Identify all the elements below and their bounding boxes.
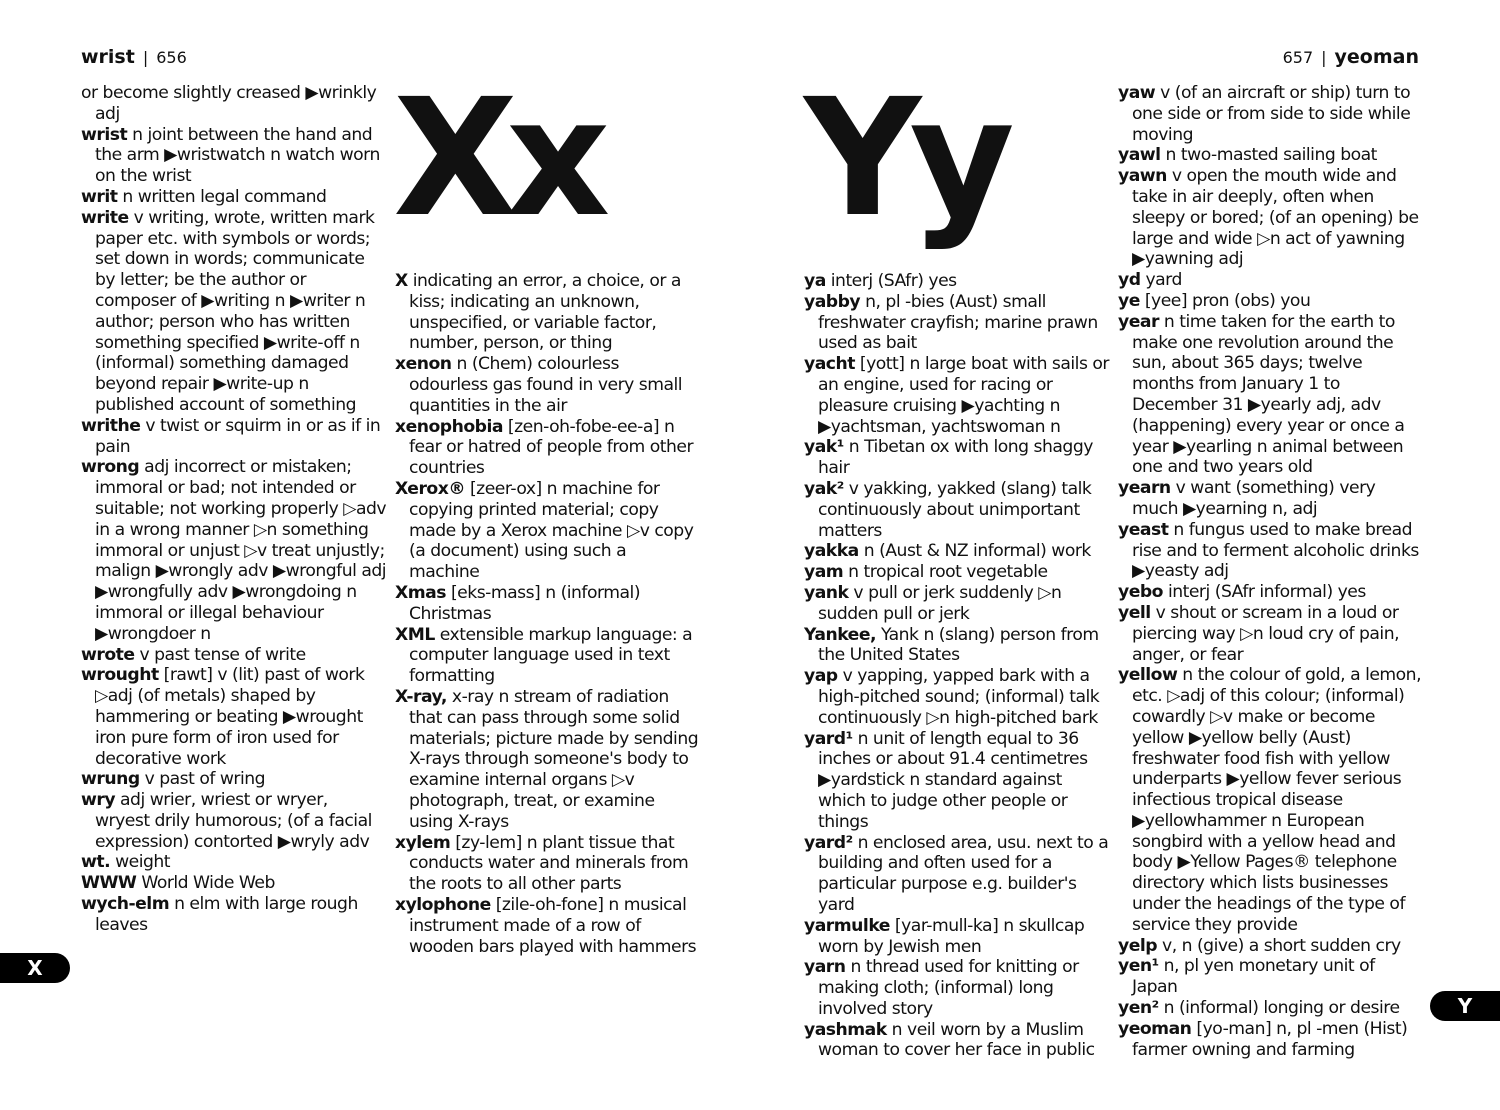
dictionary-entry: yard² n enclosed area, usu. next to a building and often used for a particular purpose e.g. builder's yard bbox=[804, 832, 1109, 915]
dictionary-entry: wrought [rawt] v (lit) past of work ▷adj (of metals) shaped by hammering or beating ▶wrought iron pure form of iron used for decorative work bbox=[81, 665, 365, 769]
dictionary-entry: yaw v (of an aircraft or ship) turn to one side or from side to side while moving bbox=[1118, 83, 1411, 145]
dictionary-entry: yebo interj (SAfr informal) yes bbox=[1118, 582, 1366, 603]
dictionary-entry: writ n written legal command bbox=[81, 186, 327, 207]
dictionary-entry: xenophobia [zen-oh-fobe-ee-a] n fear or hatred of people from other countries bbox=[395, 416, 694, 479]
dictionary-entry: yakka n (Aust & NZ informal) work bbox=[804, 541, 1091, 562]
column-1 bbox=[81, 83, 387, 936]
dictionary-entry: XML extensible markup language: a computer language used in text formatting bbox=[395, 624, 693, 687]
dictionary-entry: yak¹ n Tibetan ox with long shaggy hair bbox=[804, 437, 1093, 479]
dictionary-entry: yelp v, n (give) a short sudden cry bbox=[1118, 935, 1401, 956]
dictionary-entry: yarn n thread used for knitting or making cloth; (informal) long involved story bbox=[804, 957, 1079, 1019]
dictionary-entry: wrung v past of wring bbox=[81, 769, 266, 790]
dictionary-entry: wych-elm n elm with large rough leaves bbox=[81, 894, 358, 935]
dictionary-entry: yam n tropical root vegetable bbox=[804, 562, 1048, 583]
section-letter-x: Xx bbox=[393, 65, 599, 253]
dictionary-entry: xylem [zy-lem] n plant tissue that conducts water and minerals from the roots to all other parts bbox=[395, 832, 689, 895]
dictionary-entry: wt. weight bbox=[81, 852, 171, 873]
dictionary-entry: yawl n two-masted sailing boat bbox=[1118, 145, 1377, 166]
dictionary-entry: X indicating an error, a choice, or a kiss; indicating an unknown, unspecified, or variable factor, number, person, or thing bbox=[395, 271, 681, 354]
dictionary-entry: yeoman [yo-man] n, pl -men (Hist) farmer owning and farming bbox=[1118, 1018, 1408, 1060]
dictionary-entry: X-ray, x-ray n stream of radiation that can pass through some solid materials; picture made by sending X-rays through someone's body to examine internal organs ▷v photograph, treat, or examine using X-rays bbox=[395, 686, 699, 832]
dictionary-entry: wrote v past tense of write bbox=[81, 644, 306, 665]
dictionary-entry: yen² n (informal) longing or desire bbox=[1118, 998, 1400, 1019]
dictionary-entry: write v writing, wrote, written mark paper etc. with symbols or words; set down in words; communicate by letter; be the author or composer of ▶writing n ▶writer n author; person who has written something specified ▶write-off n (informal) something damaged beyond repair ▶write-up n published account of something bbox=[81, 207, 375, 415]
dictionary-entry: Yankee, Yank n (slang) person from the United States bbox=[804, 624, 1099, 666]
right-running-headword: yeoman bbox=[1334, 46, 1419, 68]
column-3 bbox=[804, 271, 1110, 1061]
column-2 bbox=[395, 271, 701, 957]
dictionary-entry: yell v shout or scream in a loud or piercing way ▷n loud cry of pain, anger, or fear bbox=[1118, 602, 1400, 665]
dictionary-entry: xenon n (Chem) colourless odourless gas found in very small quantities in the air bbox=[395, 354, 683, 416]
dictionary-entry: wry adj wrier, wriest or wryer, wryest drily humorous; (of a facial expression) contorted ▶wryly adv bbox=[81, 790, 372, 852]
dictionary-entry: yeast n fungus used to make bread rise and to ferment alcoholic drinks ▶yeasty adj bbox=[1118, 519, 1419, 582]
dictionary-entry: yd yard bbox=[1118, 270, 1182, 291]
thumb-tab-x: X bbox=[0, 953, 70, 983]
thumb-tab-y: Y bbox=[1430, 991, 1500, 1021]
dictionary-entry: Xerox® [zeer-ox] n machine for copying printed material; copy made by a Xerox machine ▷v copy (a document) using such a machine bbox=[395, 478, 694, 583]
dictionary-entry: yak² v yakking, yakked (slang) talk continuously about unimportant matters bbox=[804, 478, 1092, 541]
dictionary-entry: ye [yee] pron (obs) you bbox=[1118, 290, 1311, 311]
dictionary-entry: or become slightly creased ▶wrinkly adj bbox=[81, 83, 377, 124]
dictionary-entry: WWW World Wide Web bbox=[81, 873, 275, 894]
dictionary-entry: yashmak n veil worn by a Muslim woman to cover her face in public bbox=[804, 1019, 1095, 1061]
dictionary-entry: year n time taken for the earth to make one revolution around the sun, about 365 days; twelve months from January 1 to December 31 ▶yearly adj, adv (happening) every year or once a year ▶yearling n animal between one and two years old bbox=[1118, 311, 1405, 478]
dictionary-entry: yellow n the colour of gold, a lemon, etc. ▷adj of this colour; (informal) cowardly ▷v make or become yellow ▶yellow belly (Aust) freshwater food fish with yellow underparts ▶yellow fever serious infectious tropical disease ▶yellowhammer n European songbird with a yellow head and body ▶Yellow Pages® telephone directory which lists businesses under the headings of the type of service they provide bbox=[1118, 665, 1422, 935]
dictionary-entry: Xmas [eks-mass] n (informal) Christmas bbox=[395, 582, 641, 624]
section-letter-y: Yy bbox=[804, 65, 1003, 253]
dictionary-entry: yank v pull or jerk suddenly ▷n sudden pull or jerk bbox=[804, 582, 1062, 624]
dictionary-entry: wrong adj incorrect or mistaken; immoral or bad; not intended or suitable; not working properly ▷adv in a wrong manner ▷n something immoral or unjust ▷v treat unjustly; malign ▶wrongly adv ▶wrongful adj ▶wrongfully adv ▶wrongdoing n immoral or illegal behaviour ▶wrongdoer n bbox=[81, 457, 387, 644]
dictionary-entry: yacht [yott] n large boat with sails or an engine, used for racing or pleasure cruising ▶yachting n ▶yachtsman, yachtswoman n bbox=[804, 354, 1109, 437]
dictionary-entry: yarmulke [yar-mull-ka] n skullcap worn by Jewish men bbox=[804, 915, 1085, 957]
left-running-head: wrist | 656 bbox=[81, 46, 187, 68]
right-running-head: 657 | yeoman bbox=[1282, 46, 1419, 68]
left-running-headword: wrist bbox=[81, 46, 135, 68]
dictionary-entry: wrist n joint between the hand and the arm ▶wristwatch n watch worn on the wrist bbox=[81, 124, 380, 187]
right-page bbox=[750, 0, 1500, 1110]
dictionary-entry: yawn v open the mouth wide and take in air deeply, often when sleepy or bored; (of an opening) be large and wide ▷n act of yawning ▶yawning adj bbox=[1118, 166, 1419, 270]
left-page-number: 656 bbox=[156, 48, 187, 67]
dictionary-entry: ya interj (SAfr) yes bbox=[804, 271, 957, 291]
dictionary-entry: yearn v want (something) very much ▶yearning n, adj bbox=[1118, 478, 1376, 519]
dictionary-entry: yap v yapping, yapped bark with a high-pitched sound; (informal) talk continuously ▷n high-pitched bark bbox=[804, 666, 1100, 728]
column-4 bbox=[1118, 83, 1424, 1060]
dictionary-entry: yard¹ n unit of length equal to 36 inches or about 91.4 centimetres ▶yardstick n standard against which to judge other people or things bbox=[804, 728, 1088, 832]
right-page-number: 657 bbox=[1282, 48, 1314, 67]
dictionary-entry: yen¹ n, pl yen monetary unit of Japan bbox=[1118, 956, 1375, 998]
dictionary-entry: xylophone [zile-oh-fone] n musical instrument made of a row of wooden bars played with hammers bbox=[395, 894, 697, 957]
dictionary-entry: yabby n, pl -bies (Aust) small freshwater crayfish; marine prawn used as bait bbox=[804, 291, 1098, 354]
dictionary-entry: writhe v twist or squirm in or as if in pain bbox=[81, 415, 381, 457]
